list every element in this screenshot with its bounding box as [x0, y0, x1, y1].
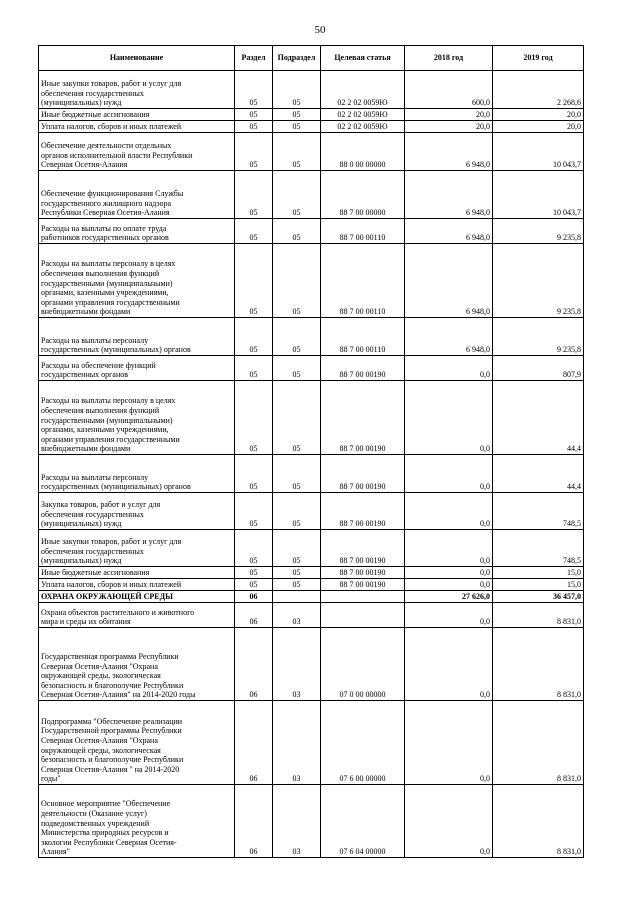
cell-2019: 8 831,0: [493, 628, 584, 701]
cell-target: 02 2 02 0059Ю: [321, 121, 405, 133]
cell-subsection: 05: [273, 171, 321, 219]
table-body: [39, 71, 584, 858]
cell-target: [321, 591, 405, 603]
cell-2019: 748,5: [493, 493, 584, 530]
cell-target: 07 6 04 00000: [321, 785, 405, 858]
cell-target: 02 2 02 0059Ю: [321, 109, 405, 121]
cell-section: 05: [235, 219, 273, 244]
cell-2019: 8 831,0: [493, 701, 584, 785]
cell-name: Подпрограмма "Обеспечение реализации Государственной программы Республики Северная Осетия-Алания "Охрана окружающей среды, экологическая безопасность и благополучие Республики Северная Осетия-Алания " на 2014-2020 годы": [39, 701, 235, 785]
cell-subsection: 05: [273, 121, 321, 133]
cell-2018: 20,0: [405, 121, 493, 133]
cell-2019: 20,0: [493, 109, 584, 121]
table-row: [39, 219, 584, 244]
cell-2019: 15,0: [493, 579, 584, 591]
cell-2018: 0,0: [405, 493, 493, 530]
cell-2018: 6 948,0: [405, 219, 493, 244]
cell-target: 02 2 02 0059Ю: [321, 71, 405, 109]
cell-section: 06: [235, 591, 273, 603]
table-row: [39, 603, 584, 628]
cell-section: 05: [235, 356, 273, 381]
header-2019: 2019 год: [493, 46, 584, 71]
table-row: [39, 785, 584, 858]
cell-2018: 0,0: [405, 701, 493, 785]
table-row: [39, 71, 584, 109]
cell-target: [321, 603, 405, 628]
cell-2018: 0,0: [405, 628, 493, 701]
table-row: [39, 171, 584, 219]
cell-2019: 10 043,7: [493, 133, 584, 171]
cell-section: 05: [235, 244, 273, 318]
cell-name: Расходы на выплаты персоналу в целях обеспечения выполнения функций государственными (муниципальными) органами, казенными учреждениями, органами управления государственными внебюджетными фондами: [39, 381, 235, 455]
cell-name: Иные бюджетные ассигнования: [39, 567, 235, 579]
cell-subsection: 05: [273, 567, 321, 579]
cell-target: 88 7 00 00110: [321, 219, 405, 244]
cell-subsection: [273, 591, 321, 603]
table-row: [39, 121, 584, 133]
cell-name: Расходы на выплаты персоналу государственных (муниципальных) органов: [39, 455, 235, 493]
cell-target: 88 7 00 00110: [321, 244, 405, 318]
cell-target: 88 7 00 00110: [321, 318, 405, 356]
cell-name: Уплата налогов, сборов и иных платежей: [39, 579, 235, 591]
header-target: Целевая статья: [321, 46, 405, 71]
cell-2018: 6 948,0: [405, 171, 493, 219]
cell-name: Иные закупки товаров, работ и услуг для обеспечения государственных (муниципальных) нужд: [39, 530, 235, 567]
cell-2019: 2 268,6: [493, 71, 584, 109]
table-row: [39, 493, 584, 530]
cell-2018: 600,0: [405, 71, 493, 109]
cell-2018: 0,0: [405, 785, 493, 858]
cell-section: 06: [235, 701, 273, 785]
cell-section: 05: [235, 133, 273, 171]
cell-2019: 10 043,7: [493, 171, 584, 219]
cell-2019: 8 831,0: [493, 785, 584, 858]
cell-section: 05: [235, 567, 273, 579]
cell-2019: 20,0: [493, 121, 584, 133]
cell-subsection: 05: [273, 244, 321, 318]
cell-section: 05: [235, 171, 273, 219]
cell-2019: 9 235,8: [493, 219, 584, 244]
cell-name: Государственная программа Республики Северная Осетия-Алания "Охрана окружающей среды, экологическая безопасность и благополучие Республики Северная Осетия-Алания" на 2014-2020 годы: [39, 628, 235, 701]
cell-2018: 27 626,0: [405, 591, 493, 603]
cell-name: Обеспечение функционирования Службы государственного жилищного надзора Республики Северная Осетия-Алания: [39, 171, 235, 219]
table-row: [39, 356, 584, 381]
header-section: Раздел: [235, 46, 273, 71]
cell-name: Обеспечение деятельности отдельных органов исполнительной власти Республики Северная Осетия-Алания: [39, 133, 235, 171]
cell-2018: 0,0: [405, 567, 493, 579]
cell-2019: 748,5: [493, 530, 584, 567]
cell-name: ОХРАНА ОКРУЖАЮЩЕЙ СРЕДЫ: [39, 591, 235, 603]
table-row: [39, 579, 584, 591]
cell-2019: 36 457,0: [493, 591, 584, 603]
cell-target: 88 7 00 00190: [321, 567, 405, 579]
cell-name: Закупка товаров, работ и услуг для обеспечения государственных (муниципальных) нужд: [39, 493, 235, 530]
cell-2018: 0,0: [405, 381, 493, 455]
cell-subsection: 03: [273, 628, 321, 701]
cell-target: 88 7 00 00190: [321, 455, 405, 493]
cell-2019: 15,0: [493, 567, 584, 579]
cell-name: Расходы на выплаты персоналу в целях обеспечения выполнения функций государственными (муниципальными) органами, казенными учреждениями, органами управления государственными внебюджетными фондами: [39, 244, 235, 318]
header-name: Наименование: [39, 46, 235, 71]
cell-section: 05: [235, 381, 273, 455]
cell-target: 07 0 00 00000: [321, 628, 405, 701]
cell-2018: 20,0: [405, 109, 493, 121]
cell-section: 06: [235, 603, 273, 628]
cell-2018: 6 948,0: [405, 318, 493, 356]
table-row: [39, 591, 584, 603]
budget-table: [38, 45, 584, 858]
cell-section: 05: [235, 109, 273, 121]
cell-target: 07 6 00 00000: [321, 701, 405, 785]
cell-subsection: 05: [273, 109, 321, 121]
cell-section: 05: [235, 493, 273, 530]
table-row: [39, 701, 584, 785]
table-row: [39, 530, 584, 567]
table-row: [39, 381, 584, 455]
cell-subsection: 05: [273, 579, 321, 591]
cell-section: 05: [235, 455, 273, 493]
table-row: [39, 455, 584, 493]
cell-section: 06: [235, 628, 273, 701]
cell-subsection: 03: [273, 701, 321, 785]
cell-subsection: 03: [273, 785, 321, 858]
cell-name: Иные закупки товаров, работ и услуг для обеспечения государственных (муниципальных) нужд: [39, 71, 235, 109]
cell-section: 05: [235, 579, 273, 591]
cell-2018: 0,0: [405, 603, 493, 628]
cell-target: 88 0 00 00000: [321, 133, 405, 171]
cell-target: 88 7 00 00190: [321, 493, 405, 530]
table-row: [39, 244, 584, 318]
cell-subsection: 03: [273, 603, 321, 628]
cell-subsection: 05: [273, 219, 321, 244]
cell-name: Охрана объектов растительного и животного мира и среды их обитания: [39, 603, 235, 628]
cell-2018: 0,0: [405, 579, 493, 591]
cell-2019: 8 831,0: [493, 603, 584, 628]
header-2018: 2018 год: [405, 46, 493, 71]
cell-target: 88 7 00 00190: [321, 356, 405, 381]
table-row: [39, 109, 584, 121]
table-row: [39, 318, 584, 356]
cell-name: Иные бюджетные ассигнования: [39, 109, 235, 121]
cell-subsection: 05: [273, 530, 321, 567]
cell-subsection: 05: [273, 133, 321, 171]
cell-subsection: 05: [273, 493, 321, 530]
header-subsection: Подраздел: [273, 46, 321, 71]
page-number: 50: [314, 24, 326, 36]
cell-2019: 9 235,8: [493, 244, 584, 318]
cell-name: Уплата налогов, сборов и иных платежей: [39, 121, 235, 133]
cell-name: Расходы на обеспечение функций государственных органов: [39, 356, 235, 381]
cell-target: 88 7 00 00190: [321, 381, 405, 455]
cell-2018: 0,0: [405, 455, 493, 493]
cell-2019: 44,4: [493, 455, 584, 493]
cell-2019: 9 235,8: [493, 318, 584, 356]
table-header-row: [39, 46, 584, 71]
cell-2018: 0,0: [405, 356, 493, 381]
cell-section: 05: [235, 530, 273, 567]
cell-subsection: 05: [273, 71, 321, 109]
cell-subsection: 05: [273, 455, 321, 493]
cell-subsection: 05: [273, 381, 321, 455]
cell-target: 88 7 00 00190: [321, 579, 405, 591]
cell-name: Расходы на выплаты персоналу государственных (муниципальных) органов: [39, 318, 235, 356]
cell-section: 05: [235, 121, 273, 133]
cell-target: 88 7 00 00190: [321, 530, 405, 567]
cell-name: Расходы на выплаты по оплате труда работников государственных органов: [39, 219, 235, 244]
cell-section: 06: [235, 785, 273, 858]
cell-target: 88 7 00 00000: [321, 171, 405, 219]
table-row: [39, 567, 584, 579]
table-row: [39, 133, 584, 171]
cell-2019: 807,9: [493, 356, 584, 381]
table-row: [39, 628, 584, 701]
cell-subsection: 05: [273, 318, 321, 356]
cell-section: 05: [235, 71, 273, 109]
cell-2018: 6 948,0: [405, 133, 493, 171]
cell-2018: 0,0: [405, 530, 493, 567]
cell-name: Основное мероприятие "Обеспечение деятельности (Оказание услуг) подведомственных учреждений Министерства природных ресурсов и экологии Республики Северная Осетия- Алания": [39, 785, 235, 858]
cell-subsection: 05: [273, 356, 321, 381]
cell-section: 05: [235, 318, 273, 356]
cell-2019: 44,4: [493, 381, 584, 455]
cell-2018: 6 948,0: [405, 244, 493, 318]
